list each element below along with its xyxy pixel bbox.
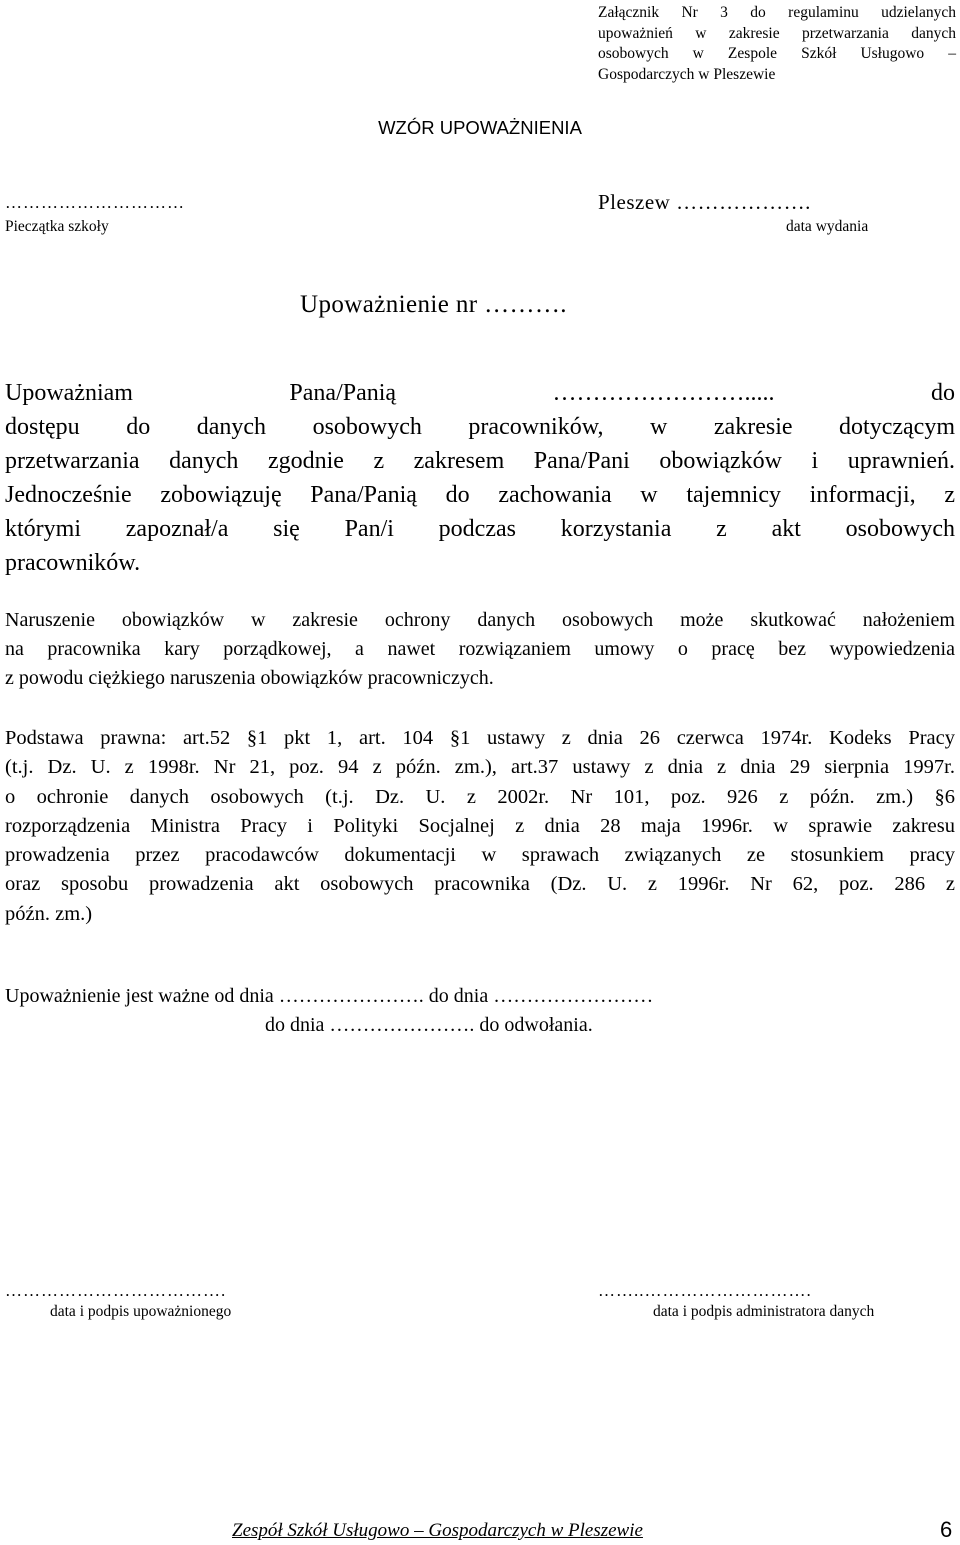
paragraph-line: Naruszenie obowiązków w zakresie ochrony danych osobowych może skutkować nałożeniem bbox=[5, 609, 955, 631]
violation-paragraph bbox=[5, 606, 955, 693]
validity-line-1: Upoważnienie jest ważne od dnia …………………. do dnia …………………… bbox=[5, 985, 654, 1007]
paragraph-line: przetwarzania danych zgodnie z zakresem Pana/Pani obowiązków i uprawnień. bbox=[5, 448, 955, 474]
paragraph-line: dostępu do danych osobowych pracowników, w zakresie dotyczącym bbox=[5, 414, 955, 440]
paragraph-line: z powodu ciężkiego naruszenia obowiązków pracowniczych. bbox=[5, 667, 494, 689]
paragraph-line: rozporządzenia Ministra Pracy i Polityki Socjalnej z dnia 28 maja 1996r. w sprawie zakresu bbox=[5, 814, 955, 837]
annex-line: Załącznik Nr 3 do regulaminu udzielanych bbox=[598, 4, 956, 21]
paragraph-line: na pracownika kary porządkowej, a nawet rozwiązaniem umowy o pracę bez wypowiedzenia bbox=[5, 638, 955, 660]
footer-text: Zespół Szkół Usługowo – Gospodarczych w Pleszewie bbox=[232, 1520, 643, 1541]
place-date-line: Pleszew ………………. bbox=[598, 190, 811, 214]
signature-left-label: data i podpis upoważnionego bbox=[50, 1303, 232, 1320]
stamp-dotted-line: ………………………… bbox=[5, 193, 185, 212]
annex-line: upoważnień w zakresie przetwarzania danych bbox=[598, 24, 956, 42]
paragraph-line: (t.j. Dz. U. z 1998r. Nr 21, poz. 94 z późn. zm.), art.37 ustawy z dnia z dnia 29 sierpnia 1997r. bbox=[5, 756, 955, 779]
issue-date-label: data wydania bbox=[786, 218, 869, 235]
paragraph-line: prowadzenia przez pracodawców dokumentacji w sprawach związanych ze stosunkiem pracy bbox=[5, 844, 955, 867]
legal-basis-paragraph bbox=[5, 724, 955, 929]
authorization-paragraph bbox=[5, 376, 955, 580]
annex-header bbox=[598, 3, 956, 85]
stamp-label: Pieczątka szkoły bbox=[5, 218, 109, 235]
paragraph-line: pracowników. bbox=[5, 550, 141, 576]
authorization-number: Upoważnienie nr ………. bbox=[300, 291, 567, 318]
annex-line: osobowych w Zespole Szkół Usługowo – bbox=[598, 45, 956, 62]
paragraph-line: Upoważniam Pana/Panią ……………………..... do bbox=[5, 380, 955, 406]
signature-right-dotted-line: ……..………………………. bbox=[598, 1281, 812, 1300]
signature-left-dotted-line: ………………………………. bbox=[5, 1281, 227, 1300]
paragraph-line: późn. zm.) bbox=[5, 902, 93, 925]
paragraph-line: o ochronie danych osobowych (t.j. Dz. U. z 2002r. Nr 101, poz. 926 z późn. zm.) §6 bbox=[5, 785, 955, 808]
page-number: 6 bbox=[940, 1517, 953, 1542]
paragraph-line: Jednocześnie zobowiązuję Pana/Panią do zachowania w tajemnicy informacji, z bbox=[5, 482, 955, 508]
validity-line-2: do dnia …………………. do odwołania. bbox=[265, 1014, 593, 1036]
paragraph-line: oraz sposobu prowadzenia akt osobowych pracownika (Dz. U. z 1996r. Nr 62, poz. 286 z bbox=[5, 873, 955, 896]
paragraph-line: Podstawa prawna: art.52 §1 pkt 1, art. 104 §1 ustawy z dnia 26 czerwca 1974r. Kodeks Pracy bbox=[5, 727, 955, 749]
annex-line: Gospodarczych w Pleszewie bbox=[598, 65, 776, 83]
signature-right-label: data i podpis administratora danych bbox=[653, 1303, 875, 1320]
paragraph-line: którymi zapoznał/a się Pan/i podczas korzystania z akt osobowych bbox=[5, 516, 955, 542]
document-title: WZÓR UPOWAŻNIENIA bbox=[378, 117, 582, 138]
